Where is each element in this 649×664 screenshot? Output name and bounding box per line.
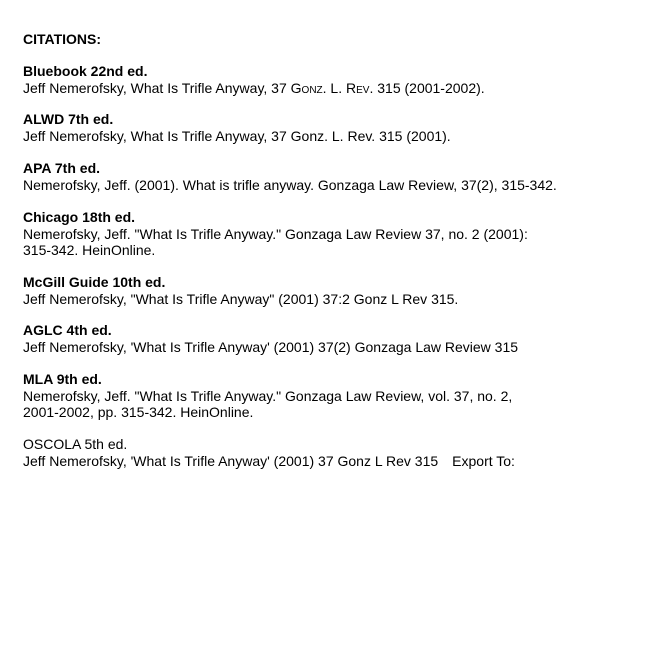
citation-style-label: McGill Guide 10th ed.	[23, 274, 166, 290]
citation-text: Jeff Nemerofsky, 'What Is Trifle Anyway' (2001) 37 Gonz L Rev 315 Export To:	[23, 452, 515, 469]
citation-chicago	[23, 209, 623, 259]
citation-alwd	[23, 111, 623, 144]
citations-heading: CITATIONS:	[23, 31, 102, 47]
citation-text: Nemerofsky, Jeff. "What Is Trifle Anyway." Gonzaga Law Review 37, no. 2 (2001): 315-342. HeinOnline.	[23, 225, 528, 258]
citation-style-label: Chicago 18th ed.	[23, 209, 136, 225]
citation-mla	[23, 371, 623, 421]
citation-style-label: OSCOLA 5th ed.	[23, 436, 128, 452]
citation-text: Jeff Nemerofsky, What Is Trifle Anyway, 37 Gonz. L. Rev. 315 (2001-2002).	[23, 79, 485, 96]
citation-oscola	[23, 436, 623, 469]
citation-mcgill	[23, 274, 623, 307]
citation-text: Nemerofsky, Jeff. (2001). What is trifle anyway. Gonzaga Law Review, 37(2), 315-342.	[23, 176, 557, 193]
citation-aglc	[23, 322, 623, 355]
citation-text: Jeff Nemerofsky, 'What Is Trifle Anyway' (2001) 37(2) Gonzaga Law Review 315	[23, 338, 519, 355]
citation-text: Jeff Nemerofsky, What Is Trifle Anyway, 37 Gonz. L. Rev. 315 (2001).	[23, 127, 451, 144]
citation-style-label: AGLC 4th ed.	[23, 322, 112, 338]
citation-style-label: APA 7th ed.	[23, 160, 101, 176]
citation-style-label: Bluebook 22nd ed.	[23, 63, 148, 79]
citation-text: Nemerofsky, Jeff. "What Is Trifle Anyway." Gonzaga Law Review, vol. 37, no. 2, 2001-2002, pp. 315-342. HeinOnline.	[23, 387, 513, 420]
citation-bluebook	[23, 63, 623, 96]
export-to-label: Export To:	[452, 452, 515, 469]
citation-style-label: ALWD 7th ed.	[23, 111, 114, 127]
citation-text: Jeff Nemerofsky, "What Is Trifle Anyway" (2001) 37:2 Gonz L Rev 315.	[23, 290, 459, 307]
citation-apa	[23, 160, 623, 193]
citation-style-label: MLA 9th ed.	[23, 371, 102, 387]
